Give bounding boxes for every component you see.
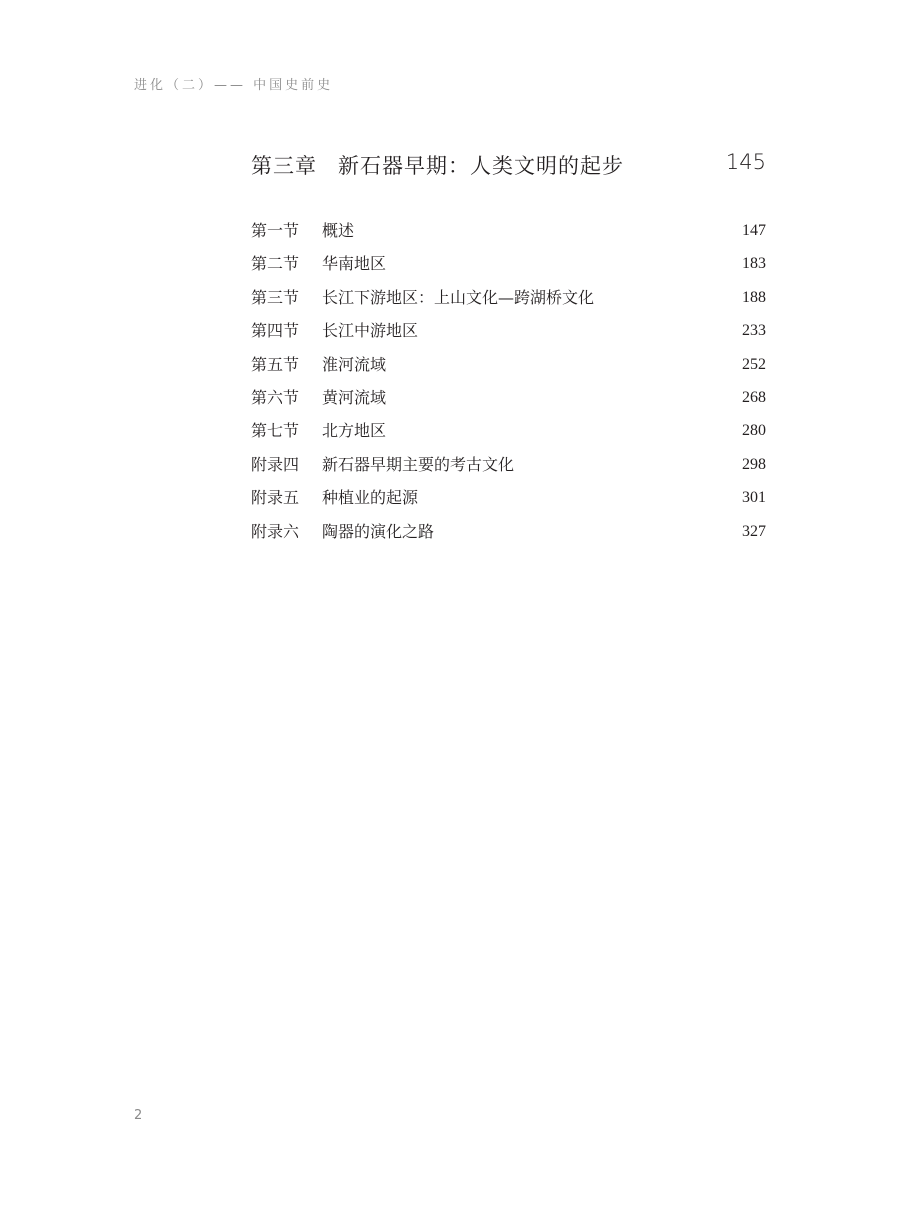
- toc-entry-title: 长江下游地区：上山文化—跨湖桥文化: [322, 287, 595, 307]
- toc-entry-page: 252: [742, 355, 766, 373]
- toc-entry-title: 华南地区: [322, 254, 387, 274]
- toc-entry-label: 第三节: [251, 287, 300, 307]
- toc-entry[interactable]: [251, 453, 766, 486]
- toc-entry-title: 北方地区: [322, 421, 387, 441]
- toc-entry[interactable]: [251, 319, 766, 352]
- toc-entry-title: 长江中游地区: [322, 321, 419, 341]
- toc-entry-page: 301: [742, 489, 766, 507]
- chapter-page-number: 145: [725, 150, 766, 174]
- toc-entry-label: 第二节: [251, 254, 300, 274]
- toc-entry-label: 第七节: [251, 421, 300, 441]
- toc-entry-label: 第六节: [251, 387, 300, 407]
- toc-entry-label: 附录五: [251, 488, 300, 508]
- toc-entry-title: 新石器早期主要的考古文化: [322, 454, 515, 474]
- toc-entry-page: 298: [742, 455, 766, 473]
- toc-entry[interactable]: [251, 386, 766, 419]
- chapter-title: 新石器早期：人类文明的起步: [338, 154, 624, 178]
- toc-entry[interactable]: [251, 252, 766, 285]
- toc-entry[interactable]: [251, 486, 766, 519]
- toc-entry-label: 第一节: [251, 221, 300, 240]
- toc-entry[interactable]: [251, 219, 766, 252]
- toc-entry-title: 黄河流域: [322, 387, 387, 407]
- page-number: 2: [134, 1108, 143, 1123]
- toc-entry-title: 概述: [322, 221, 355, 240]
- toc-entry[interactable]: [251, 520, 766, 553]
- toc-entry-title: 淮河流域: [322, 354, 387, 374]
- toc-entry-label: 附录四: [251, 454, 300, 474]
- running-header: 进化（二）—— 中国史前史: [134, 78, 334, 93]
- toc-entry[interactable]: [251, 286, 766, 319]
- toc-entry-title: 陶器的演化之路: [322, 521, 435, 541]
- toc-entry[interactable]: [251, 353, 766, 386]
- chapter-heading[interactable]: [251, 150, 766, 182]
- toc-entry[interactable]: [251, 419, 766, 452]
- toc-list: [251, 219, 766, 553]
- toc-entry-page: 188: [742, 288, 766, 306]
- chapter-label: 第三章: [251, 154, 317, 178]
- toc-entry-title: 种植业的起源: [322, 488, 419, 508]
- toc-entry-page: 327: [742, 522, 766, 540]
- toc-entry-page: 268: [742, 388, 766, 406]
- toc-entry-page: 280: [742, 422, 766, 440]
- toc-entry-label: 第五节: [251, 354, 300, 374]
- toc-entry-page: 183: [742, 255, 766, 273]
- toc-entry-label: 附录六: [251, 521, 300, 541]
- toc-entry-page: 147: [742, 222, 766, 239]
- toc-entry-page: 233: [742, 322, 766, 340]
- toc-entry-label: 第四节: [251, 321, 300, 341]
